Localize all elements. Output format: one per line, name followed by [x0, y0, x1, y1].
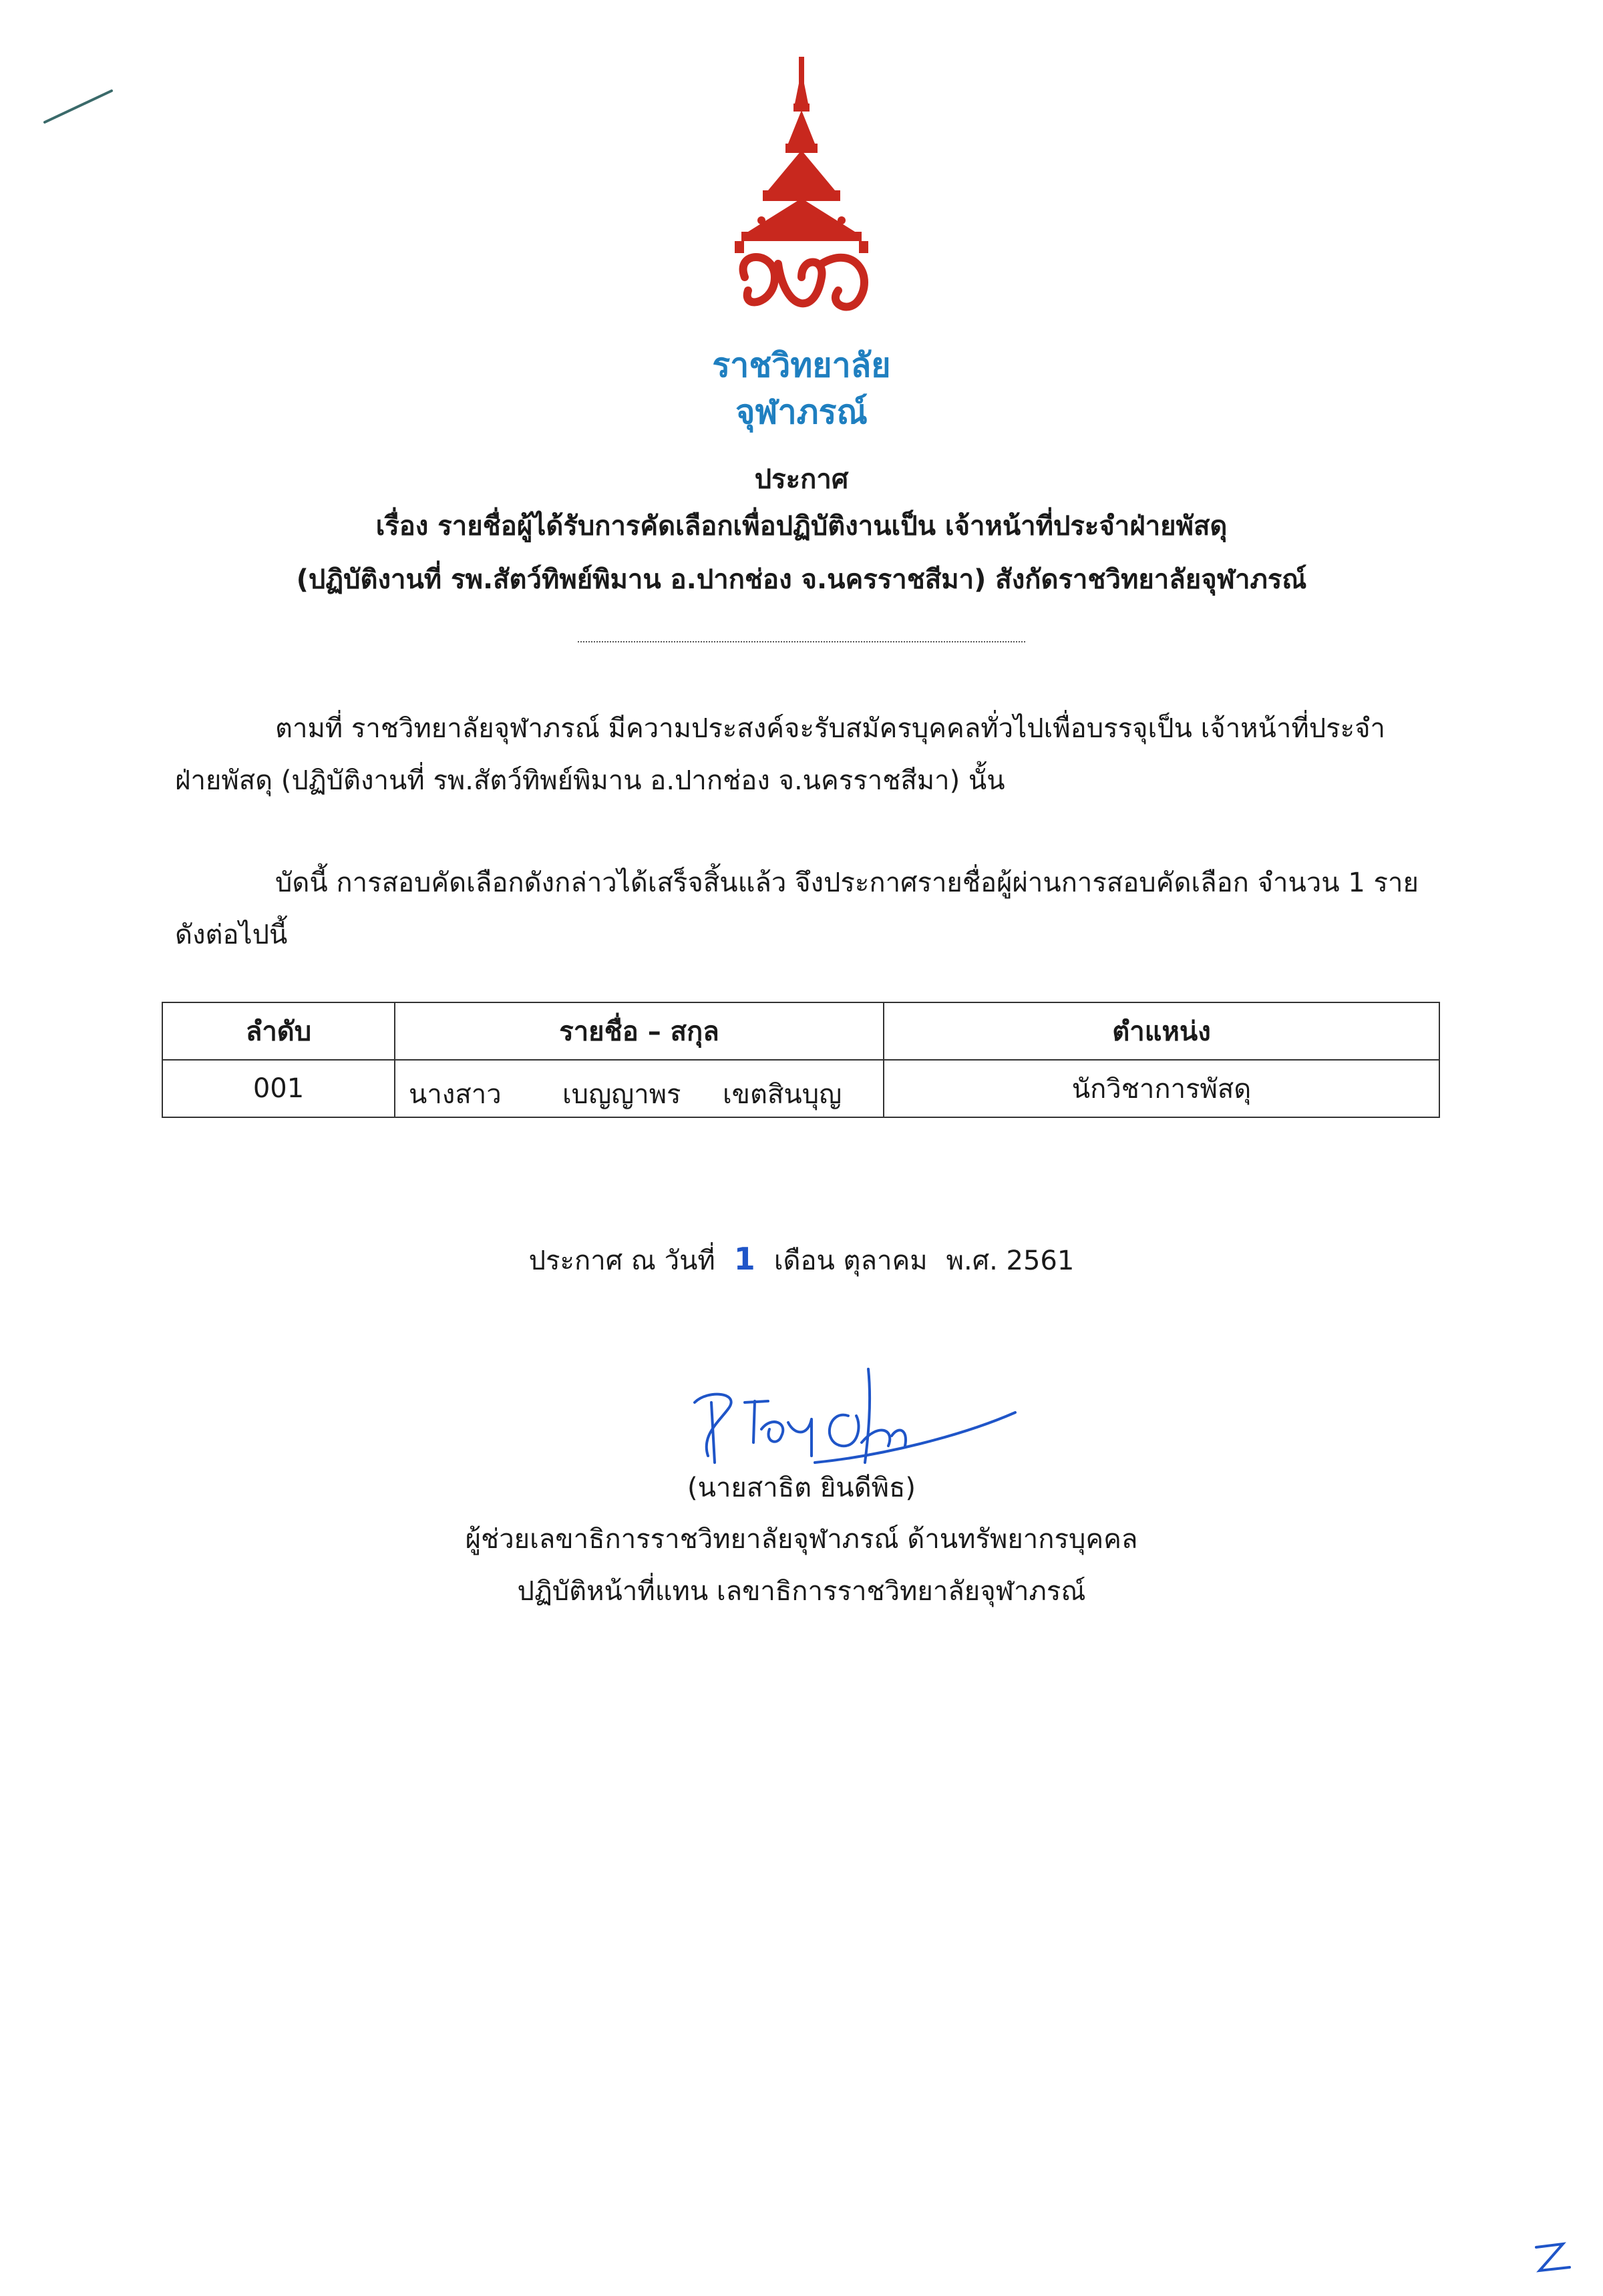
org-name-line2: จุฬาภรณ์	[735, 393, 868, 431]
date-month: เดือน ตุลาคม	[773, 1246, 928, 1276]
date-prefix: ประกาศ ณ วันที่	[528, 1246, 715, 1276]
cell-order: 001	[162, 1060, 395, 1117]
header-order: ลำดับ	[162, 1002, 395, 1060]
paragraph-intro	[175, 703, 1424, 807]
page-mark-icon	[1530, 2234, 1583, 2281]
cell-position: นักวิชาการพัสดุ	[884, 1060, 1439, 1117]
table-row	[162, 1060, 1439, 1117]
paragraph-intro-line1: ตามที่ ราชวิทยาลัยจุฬาภรณ์ มีความประสงค์จะรับสมัครบุคคลทั่วไปเพื่อบรรจุเป็น เจ้าหน้าที่ประจำ	[275, 713, 1385, 744]
name-first: เบญญาพร	[562, 1079, 681, 1110]
date-year: พ.ศ. 2561	[946, 1246, 1075, 1276]
header-position: ตำแหน่ง	[884, 1002, 1439, 1060]
announcement-subject-line1: เรื่อง รายชื่อผู้ได้รับการคัดเลือกเพื่อปฏิบัติงานเป็น เจ้าหน้าที่ประจำฝ่ายพัสดุ	[375, 511, 1228, 542]
name-last: เขตสินบุญ	[723, 1079, 842, 1110]
table-header-row	[162, 1002, 1439, 1060]
paragraph-result-line2: ดังต่อไปนี้	[175, 920, 288, 950]
org-name-line1: ราชวิทยาลัย	[712, 346, 891, 385]
dotted-divider	[578, 641, 1025, 642]
signatory-name: (นายสาธิต ยินดีพิธ)	[687, 1473, 916, 1503]
paragraph-result	[175, 857, 1424, 961]
announcement-title: ประกาศ	[754, 464, 849, 495]
announcement-subject-line2: (ปฏิบัติงานที่ รพ.สัตว์ทิพย์พิมาน อ.ปากช่อง จ.นครราชสีมา) สังกัดราชวิทยาลัยจุฬาภรณ์	[296, 564, 1307, 595]
signatory-position-line1: ผู้ช่วยเลขาธิการราชวิทยาลัยจุฬาภรณ์ ด้านทรัพยากรบุคคล	[465, 1524, 1138, 1555]
pen-mark-icon	[41, 85, 115, 126]
name-title: นางสาว	[409, 1079, 502, 1110]
cell-name	[395, 1060, 884, 1117]
announcement-date	[0, 1239, 1603, 1282]
signatory-position-line2: ปฏิบัติหน้าที่แทน เลขาธิการราชวิทยาลัยจุฬาภรณ์	[517, 1576, 1086, 1607]
header-name: รายชื่อ – สกุล	[395, 1002, 884, 1060]
date-day: 1	[733, 1241, 755, 1277]
paragraph-intro-line2: ฝ่ายพัสดุ (ปฏิบัติงานที่ รพ.สัตว์ทิพย์พิมาน อ.ปากช่อง จ.นครราชสีมา) นั้น	[175, 765, 1005, 796]
college-emblem-logo	[721, 57, 882, 324]
selection-table	[162, 1002, 1440, 1118]
paragraph-result-line1: บัดนี้ การสอบคัดเลือกดังกล่าวได้เสร็จสิ้นแล้ว จึงประกาศรายชื่อผู้ผ่านการสอบคัดเลือก จำนวน 1 ราย	[275, 868, 1419, 898]
